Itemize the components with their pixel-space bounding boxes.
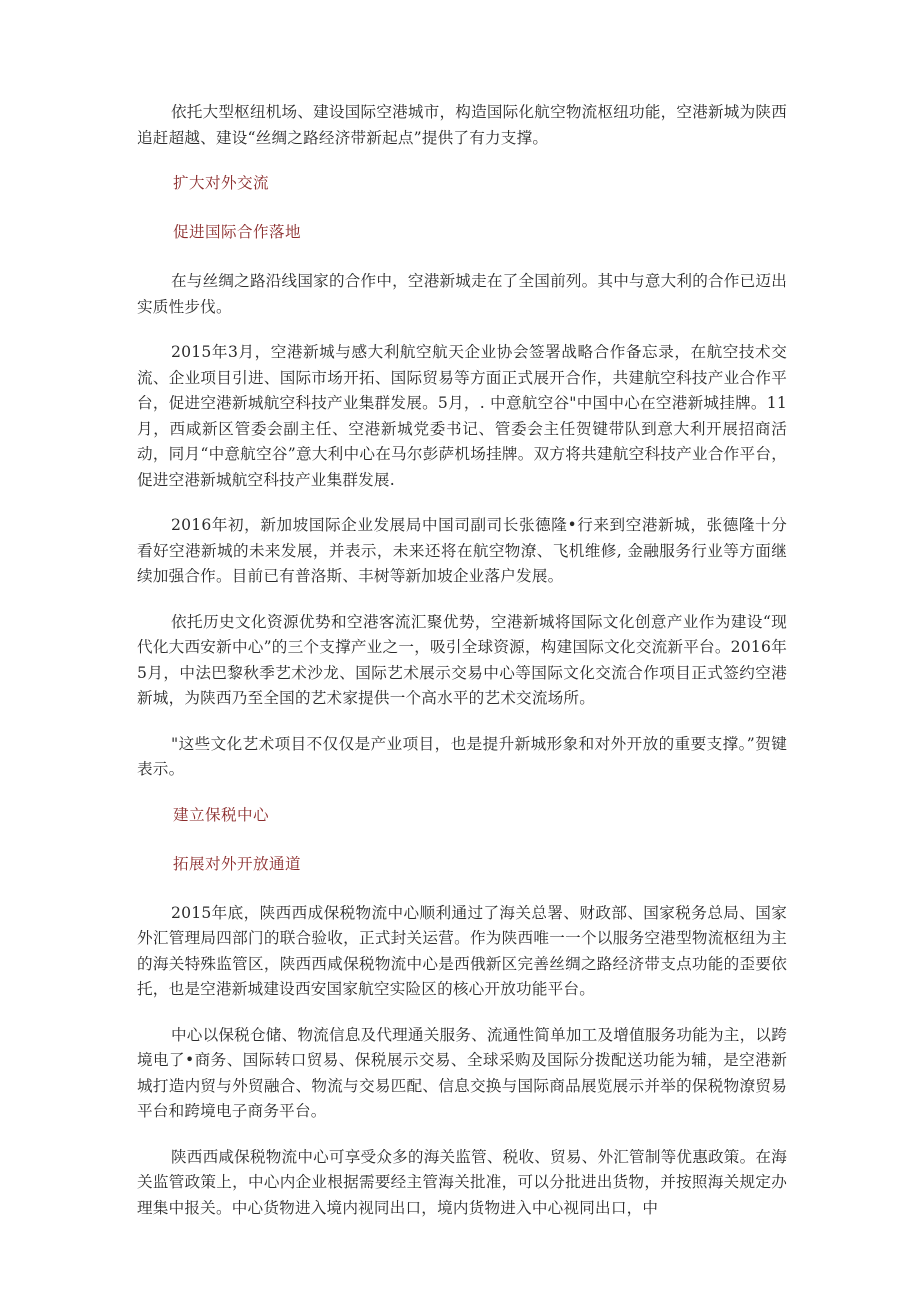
paragraph-policies: 陕西西咸保税物流中心可享受众多的海关监管、税收、贸易、外汇管制等优惠政策。在海关监管政策上，中心内企业根据需要经主管海关批准，可以分批进出货物，并按照海关规定办理集中报关。中心货物进入境内视同出口，境内货物进入中心视同出口，中 [137,1147,787,1217]
paragraph-quote: "这些文化艺术项目不仅仅是产业项目，也是提升新城形象和对外开放的重要支撑。”贺键表示。 [137,734,787,778]
section-heading-expand-exchange: 扩大对外交流 [173,174,269,192]
paragraph-silk-road-cooperation: 在与丝绸之路沿线国家的合作中，空港新城走在了全国前列。其中与意大利的合作已迈出实质性步伐。 [137,272,787,316]
paragraph-2016-singapore: 2016年初，新加坡国际企业发展局中国司副司长张德隆•行来到空港新城，张德隆十分看好空港新城的未来发展，并表示，未来还将在航空物潦、飞机维修, 金融服务行业等方面继续加强合作。目前已有普洛斯、丰树等新加坡企业落户发展。 [137,516,787,585]
document-body [137,100,787,1241]
paragraph-center-functions: 中心以保税仓储、物流信息及代理通关服务、流通性简单加工及增值服务功能为主，以跨境电了•商务、国际转口贸易、保税展示交易、全球采购及国际分拨配送功能为辅，是空港新城打造内贸与外贸融合、物流与交易匹配、信息交换与国际商品展览展示并举的保税物潦贸易平台和跨境电子商务平台。 [137,1025,787,1120]
section-subheading-open-channel: 拓展对外开放通道 [173,854,301,873]
paragraph-2015-italy: 2015年3月，空港新城与感大利航空航天企业协会签署战略合作备忘录，在航空技术交流、企业项目引进、国际市场开拓、国际贸易等方面正式展开合作，共建航空科技产业合作平台，促进空港新城航空科技产业集群发展。5月，. 中意航空谷"中国中心在空港新城挂牌。11月，西咸新区管委会副主任、空港新城党委书记、管委会主任贺键带队到意大利开展招商活动，同月“中意航空谷”意大利中心在马尔彭萨机场挂牌。双方将共建航空科技产业合作平台，促进空港新城航空科技产业集群发展. [137,343,787,489]
paragraph-culture-creative: 依托历史文化资源优势和空港客流汇聚优势，空港新城将国际文化创意产业作为建设“现代化大西安新中心”的三个支撑产业之一，吸引全球资源，构建国际文化交流新平台。2016年5月，中法巴黎秋季艺术沙龙、国际艺术展示交易中心等国际文化交流合作项目正式签约空港新城，为陕西乃至全国的艺术家提供一个高水平的艺术交流场所。 [137,612,787,707]
section-subheading-international-cooperation: 促进国际合作落地 [173,223,301,241]
section-heading-bonded-center: 建立保税中心 [173,805,269,824]
paragraph-intro: 依托大型枢纽机场、建设国际空港城市，构造国际化航空物流枢纽功能，空港新城为陕西追赶超越、建设“丝绸之路经济带新起点”提供了有力支撑。 [137,103,787,147]
paragraph-2015-bonded-logistics: 2015年底，陕西西成保税物流中心顺利通过了海关总署、财政部、国家税务总局、国家外汇管理局四部门的联合验收，正式封关运营。作为陕西唯一一个以服务空港型物流枢纽为主的海关特殊监管区，陕西西咸保税物流中心是西俄新区完善丝绸之路经济带支点功能的歪要依托，也是空港新城建设西安国家航空实险区的核心开放功能平台。 [137,903,787,998]
